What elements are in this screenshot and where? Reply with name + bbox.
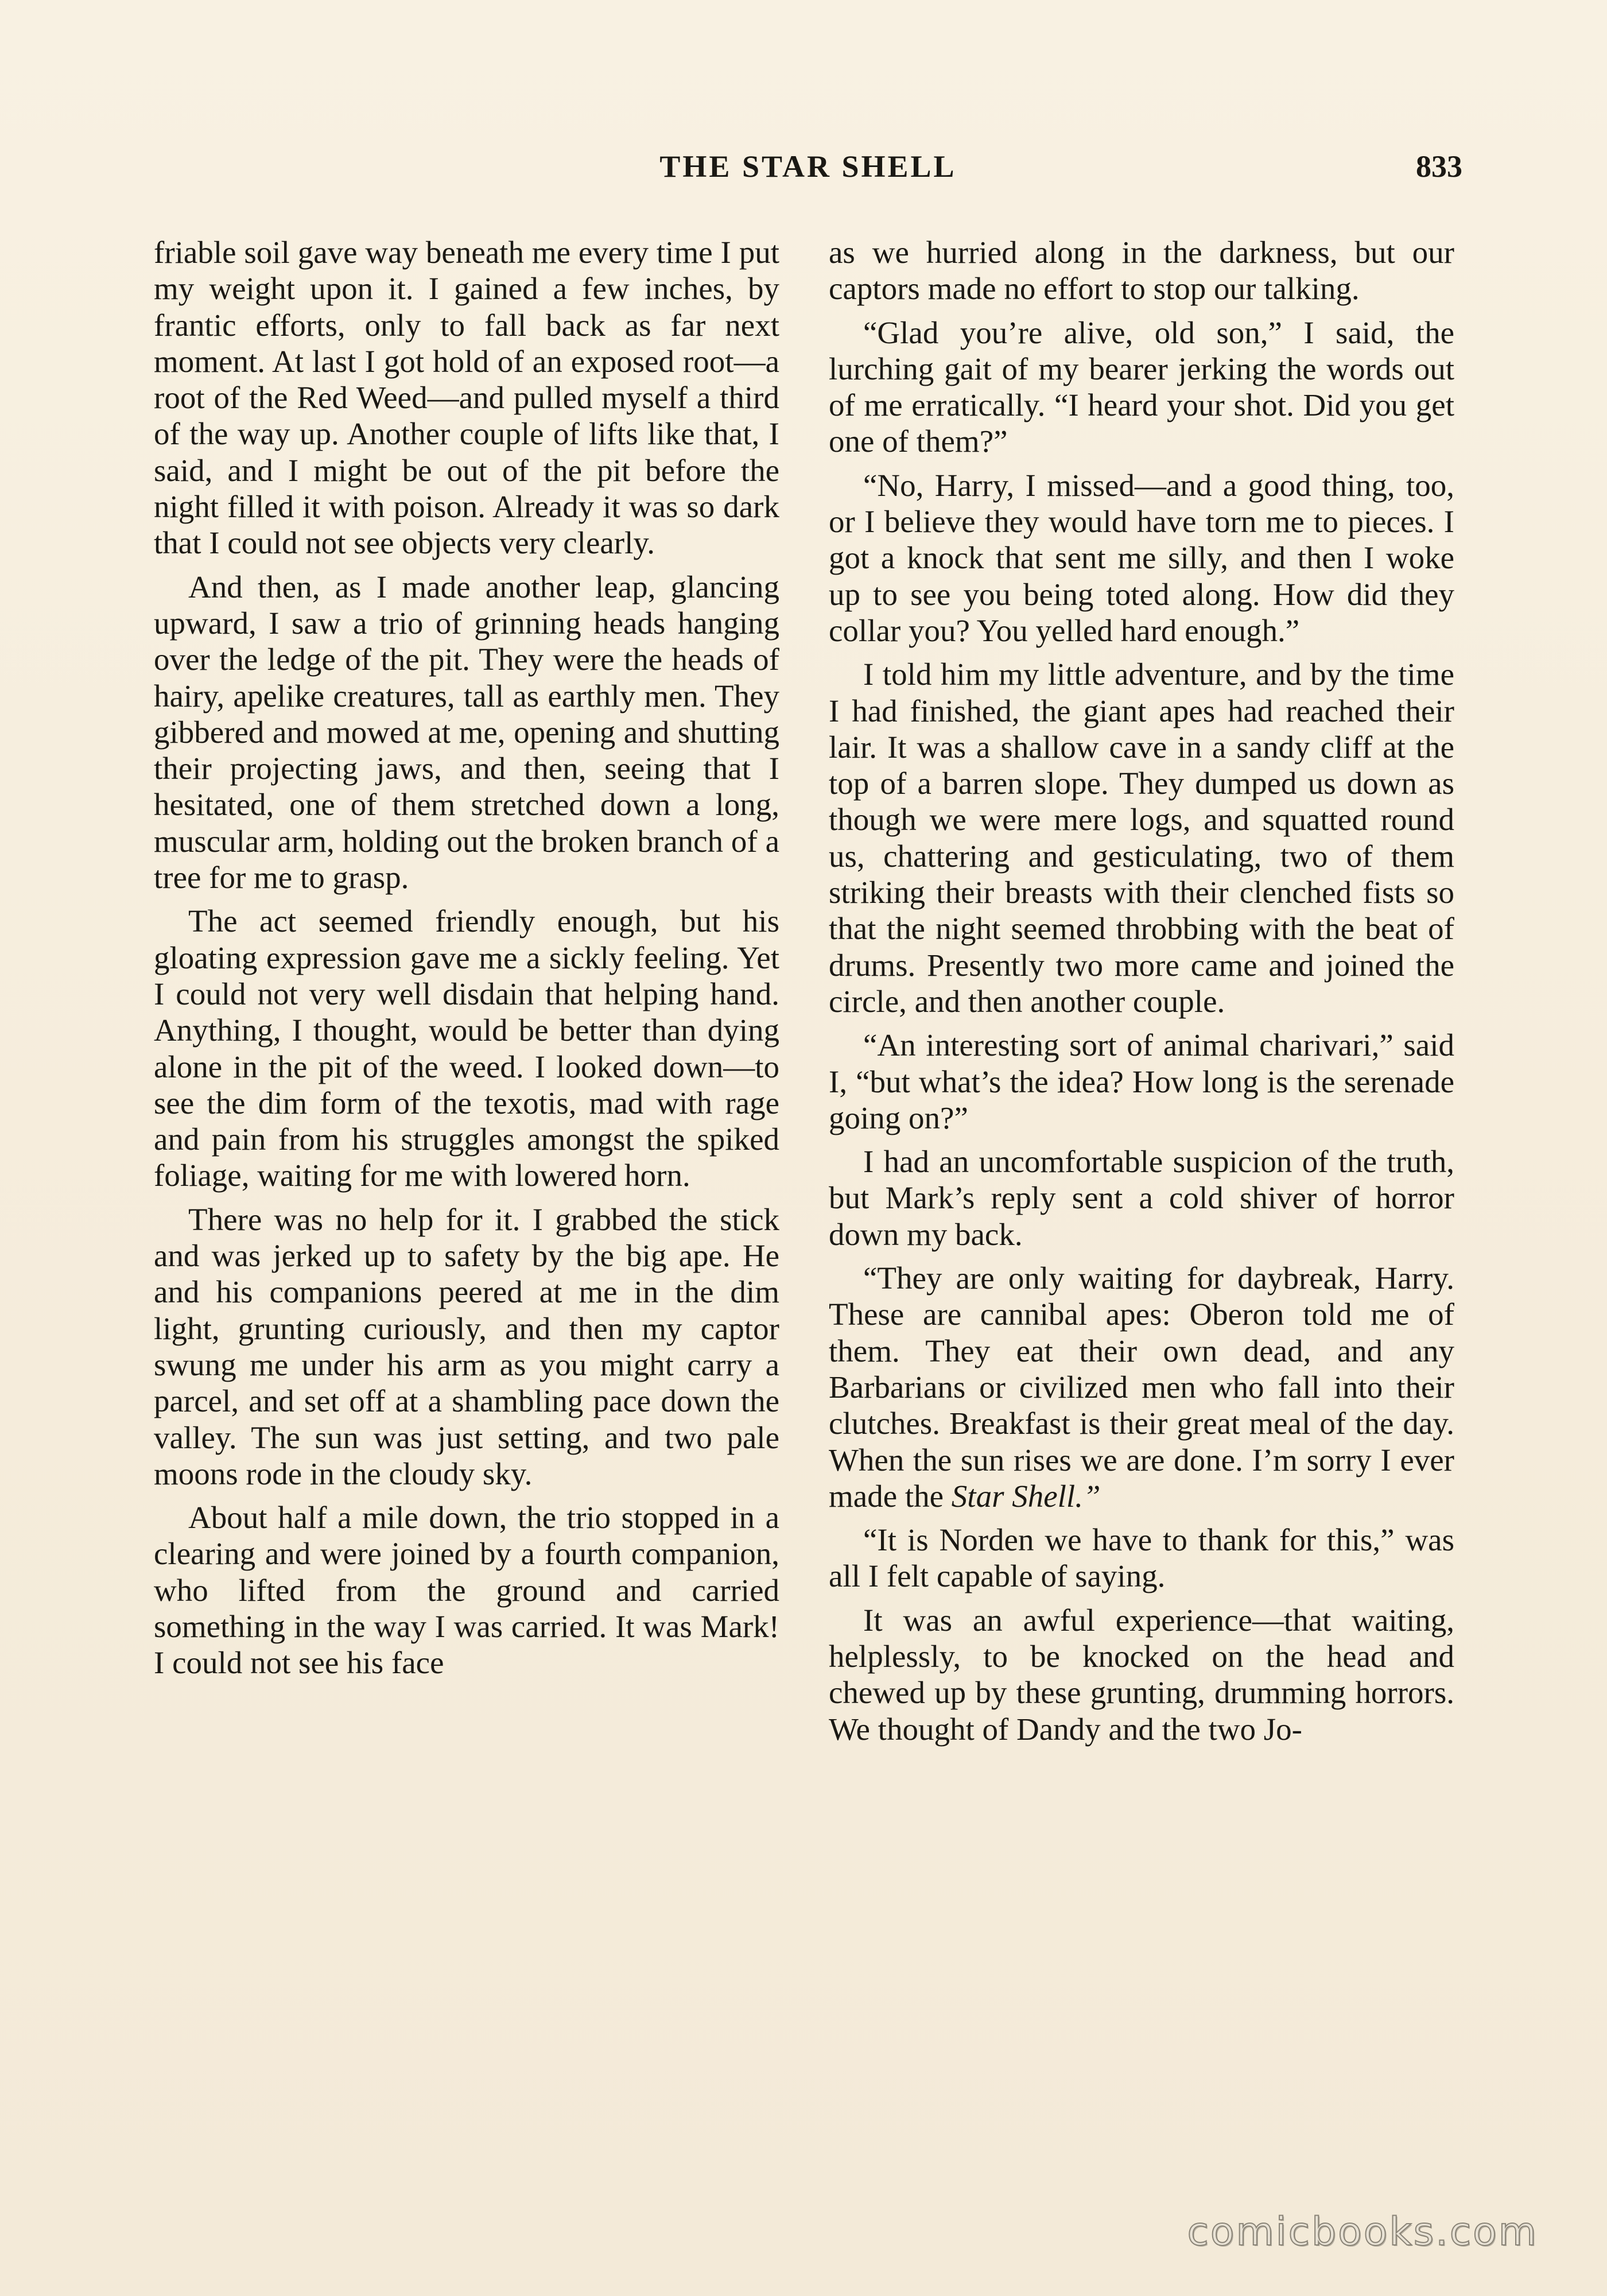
italic-title: Star Shell.”	[951, 1478, 1101, 1514]
paragraph: as we hurried along in the darkness, but our captors made no effort to stop our talking.	[829, 235, 1454, 307]
paragraph: There was no help for it. I grabbed the stick and was jerked up to safety by the big ape. He and his companions peered at me in the dim light, grunting curiously, and then my captor swung me under his arm as you might carry a parcel, and set off at a shambling pace down the valley. The sun was just setting, and two pale moons rode in the cloudy sky.	[154, 1201, 779, 1491]
paragraph: “An interesting sort of animal charivari,” said I, “but what’s the idea? How long is the serenade going on?”	[829, 1027, 1454, 1135]
watermark-logo: comicbooks.com	[1187, 2209, 1538, 2255]
paragraph: The act seemed friendly enough, but his gloating expression gave me a sickly feeling. Yet I could not very well disdain that helping hand. Anything, I thought, would be better than dying alone in the pit of the weed. I looked down—to see the dim form of the texotis, mad with rage and pain from his struggles amongst the spiked foliage, waiting for me with lowered horn.	[154, 903, 779, 1193]
paragraph: I told him my little adventure, and by the time I had finished, the giant apes had reached their lair. It was a shallow cave in a sandy cliff at the top of a barren slope. They dumped us down as though we were mere logs, and squatted round us, chattering and gesticulating, two of them striking their breasts with their clenched fists so that the night seemed throbbing with the beat of drums. Presently two more came and joined the circle, and then another couple.	[829, 657, 1454, 1019]
paragraph: “It is Norden we have to thank for this,” was all I felt capable of saying.	[829, 1522, 1454, 1594]
right-column	[829, 234, 1454, 1755]
running-title: THE STAR SHELL	[659, 149, 957, 184]
paragraph: About half a mile down, the trio stopped in a clearing and were joined by a fourth companion, who lifted from the ground and carried something in the way I was carried. It was Mark! I could not see his face	[154, 1500, 779, 1681]
page-header	[154, 144, 1462, 189]
paragraph-text: “They are only waiting for daybreak, Harry. These are cannibal apes: Oberon told me of them. They eat their own dead, and any Barbarians or civilized men who fall into their clutches. Breakfast is their great meal of the day. When the sun rises we are done. I’m sorry I ever made the	[829, 1261, 1454, 1514]
paragraph	[829, 1260, 1454, 1514]
page-number: 833	[1416, 149, 1462, 184]
left-column	[154, 234, 779, 1689]
paragraph: friable soil gave way beneath me every time I put my weight upon it. I gained a few inches, by frantic efforts, only to fall back as far next moment. At last I got hold of an exposed root—a root of the Red Weed—and pulled myself a third of the way up. Another couple of lifts like that, I said, and I might be out of the pit before the night filled it with poison. Already it was so dark that I could not see objects very clearly.	[154, 235, 779, 561]
paragraph: And then, as I made another leap, glancing upward, I saw a trio of grinning heads hanging over the ledge of the pit. They were the heads of hairy, apelike creatures, tall as earthly men. They gibbered and mowed at me, opening and shutting their projecting jaws, and then, seeing that I hesitated, one of them stretched down a long, muscular arm, holding out the broken branch of a tree for me to grasp.	[154, 569, 779, 895]
paragraph: I had an uncomfortable suspicion of the truth, but Mark’s reply sent a cold shiver of horror down my back.	[829, 1144, 1454, 1252]
paragraph: “No, Harry, I missed—and a good thing, too, or I believe they would have torn me to pieces. I got a knock that sent me silly, and then I woke up to see you being toted along. How did they collar you? You yelled hard enough.”	[829, 467, 1454, 648]
paragraph: “Glad you’re alive, old son,” I said, the lurching gait of my bearer jerking the words out of me erratically. “I heard your shot. Did you get one of them?”	[829, 315, 1454, 459]
paragraph: It was an awful experience—that waiting, helplessly, to be knocked on the head and chewed up by these grunting, drumming horrors. We thought of Dandy and the two Jo-	[829, 1602, 1454, 1747]
